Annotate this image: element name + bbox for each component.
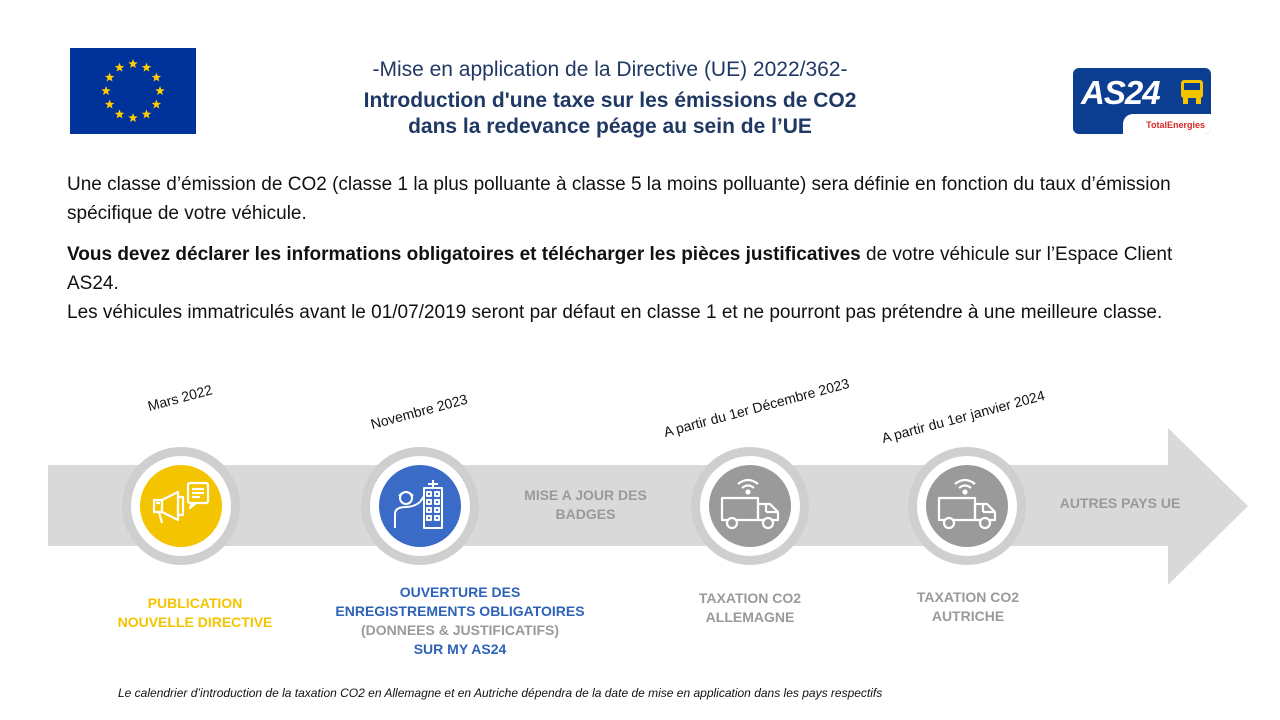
step-label-registration bbox=[300, 583, 620, 659]
step2-line4: SUR MY AS24 bbox=[413, 641, 507, 657]
eu-star-icon bbox=[128, 59, 138, 68]
label-autres-pays: AUTRES PAYS UE bbox=[1059, 495, 1181, 511]
eu-stars bbox=[70, 48, 196, 134]
step1-line2: NOUVELLE DIRECTIVE bbox=[117, 614, 273, 630]
footnote: Le calendrier d’introduction de la taxation CO2 en Allemagne et en Autriche dépendra de la date de mise en application dans les pays respectifs bbox=[118, 686, 883, 700]
date-mars-2022: Mars 2022 bbox=[145, 381, 214, 414]
step3-line2: ALLEMAGNE bbox=[705, 609, 795, 625]
eu-star-icon bbox=[142, 63, 152, 72]
paragraph-declaration-bold: Vous devez déclarer les informations obligatoires et télécharger les pièces justificatives bbox=[67, 244, 861, 265]
step2-line1: OUVERTURE DES bbox=[399, 584, 521, 600]
date-novembre-2023: Novembre 2023 bbox=[368, 390, 470, 432]
step1-line1: PUBLICATION bbox=[147, 595, 243, 611]
logo-truck-icon bbox=[1179, 78, 1205, 106]
logo-text: AS24 bbox=[1081, 74, 1160, 111]
step-label-publication bbox=[110, 594, 280, 632]
step3-line1: TAXATION CO2 bbox=[698, 590, 802, 606]
date-decembre-2023: A partir du 1er Décembre 2023 bbox=[661, 374, 851, 440]
label-badges-line1: MISE A JOUR DES bbox=[524, 487, 647, 503]
step-circle-publication bbox=[122, 447, 240, 565]
paragraph-registration-date: Les véhicules immatriculés avant le 01/07/2019 seront par défaut en classe 1 et ne pourront pas prétendre à une meilleure classe. bbox=[67, 302, 1163, 323]
step2-line3: (DONNEES & JUSTIFICATIFS) bbox=[360, 622, 560, 638]
paragraph-declaration bbox=[67, 240, 1197, 298]
paragraph-co2-class: Une classe d’émission de CO2 (classe 1 la plus polluante à classe 5 la moins polluante) sera définie en fonction du taux d’émission spécifique de votre véhicule. bbox=[67, 174, 1171, 224]
eu-star-icon bbox=[128, 113, 138, 122]
eu-star-icon bbox=[115, 109, 125, 118]
logo-subtext: TotalEnergies bbox=[1146, 120, 1205, 130]
header-title bbox=[260, 88, 960, 140]
eu-star-icon bbox=[152, 100, 162, 109]
connected-truck-icon bbox=[926, 465, 1008, 547]
eu-star-icon bbox=[115, 63, 125, 72]
step-circle-germany bbox=[691, 447, 809, 565]
step4-line2: AUTRICHE bbox=[931, 608, 1005, 624]
step-label-germany bbox=[670, 589, 830, 627]
connected-truck-icon bbox=[709, 465, 791, 547]
date-janvier-2024: A partir du 1er janvier 2024 bbox=[879, 387, 1047, 446]
header-title-line1: Introduction d'une taxe sur les émissions de CO2 bbox=[363, 89, 857, 112]
header-subtitle: -Mise en application de la Directive (UE) 2022/362- bbox=[372, 58, 848, 81]
eu-star-icon bbox=[101, 86, 111, 95]
eu-star-icon bbox=[142, 109, 152, 118]
step-label-austria bbox=[888, 588, 1048, 626]
megaphone-icon bbox=[140, 465, 222, 547]
paragraph-declaration-rest: de votre véhicule sur l’Espace Client AS24. bbox=[67, 244, 1173, 294]
eu-star-icon bbox=[105, 100, 115, 109]
eu-star-icon bbox=[152, 73, 162, 82]
step4-line1: TAXATION CO2 bbox=[916, 589, 1020, 605]
header-title-line2: dans la redevance péage au sein de l’UE bbox=[408, 115, 812, 138]
step-circle-registration bbox=[361, 447, 479, 565]
step2-line2: ENREGISTREMENTS OBLIGATOIRES bbox=[335, 603, 585, 619]
eu-star-icon bbox=[155, 86, 165, 95]
eu-flag-icon bbox=[70, 48, 196, 134]
eu-star-icon bbox=[105, 73, 115, 82]
step-circle-austria bbox=[908, 447, 1026, 565]
label-mise-a-jour-badges bbox=[508, 486, 663, 524]
label-badges-line2: BADGES bbox=[555, 506, 616, 522]
worker-building-icon bbox=[379, 465, 461, 547]
as24-logo bbox=[1073, 68, 1211, 134]
